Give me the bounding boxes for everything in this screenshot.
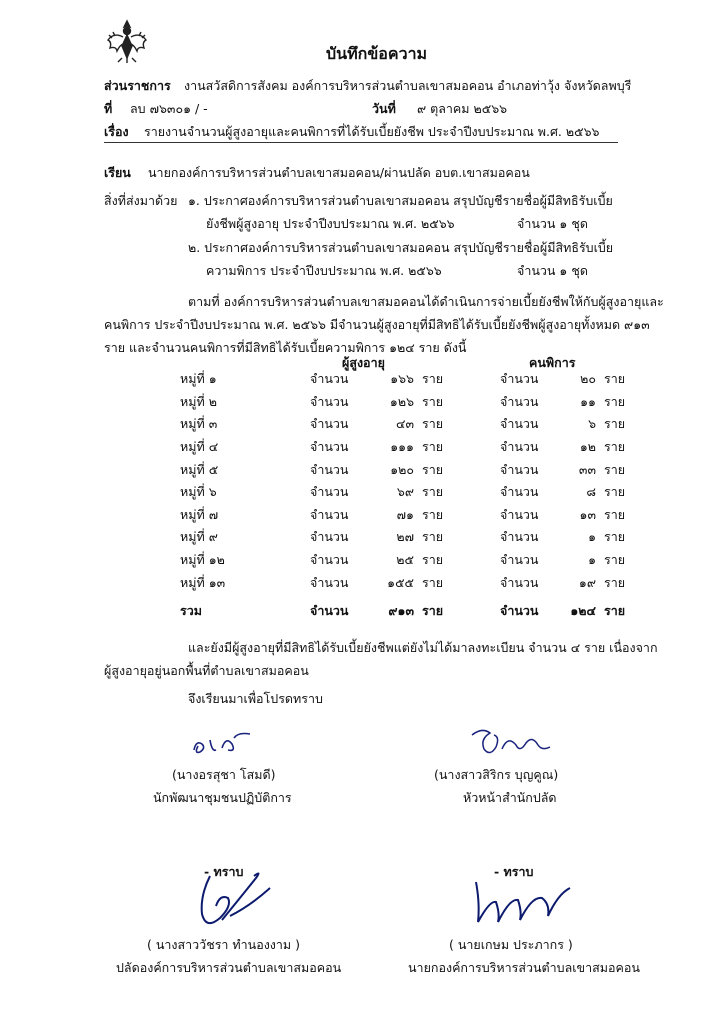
unit-cell: ราย (422, 603, 444, 619)
disabled-count: ๒๐ (580, 371, 596, 387)
unit-cell: ราย (604, 484, 626, 500)
village-cell: หมู่ที่ ๖ (180, 484, 217, 500)
table-row (180, 481, 634, 504)
total-disabled: ๑๒๔ (570, 603, 596, 619)
village-cell: หมู่ที่ ๗ (180, 506, 219, 522)
count-word: จำนวน (500, 574, 539, 590)
ref-value: ลบ ๗๖๓๐๑ / - (130, 101, 208, 116)
para1-line1: ตามที่ องค์การบริหารส่วนตำบลเขาสมอคอนได้ดำเนินการจ่ายเบี้ยยังชีพให้กับผู้สูงอายุและ (188, 294, 664, 309)
signer-1-position: นักพัฒนาชุมชนปฏิบัติการ (153, 790, 292, 805)
disabled-count: ๘ (586, 484, 596, 500)
col-header-disabled: คนพิการ (529, 355, 576, 370)
unit-cell: ราย (604, 461, 626, 477)
count-word: จำนวน (500, 439, 539, 455)
count-word: จำนวน (500, 416, 539, 432)
para1-line3: ราย และจำนวนคนพิการที่มีสิทธิได้รับเบี้ยความพิการ ๑๒๔ ราย ดังนี้ (104, 340, 467, 355)
enclosure-1-line1: ๑. ประกาศองค์การบริหารส่วนตำบลเขาสมอคอน สรุปบัญชีรายชื่อผู้มีสิทธิรับเบี้ย (188, 193, 613, 208)
count-word: จำนวน (500, 529, 539, 545)
count-word: จำนวน (500, 461, 539, 477)
signer-2-position: หัวหน้าสำนักปลัด (463, 790, 557, 805)
addressee-value: นายกองค์การบริหารส่วนตำบลเขาสมอคอน/ผ่านปลัด อบต.เขาสมอคอน (148, 165, 530, 180)
signature-2-mark (468, 725, 558, 761)
disabled-count: ๑๓ (579, 506, 596, 522)
village-cell: หมู่ที่ ๑ (180, 371, 217, 387)
memo-title: บันทึกข้อความ (326, 44, 428, 63)
enclosure-1-qty: จำนวน ๑ ชุด (517, 216, 588, 231)
garuda-emblem-icon (104, 18, 150, 64)
enclosure-2-qty: จำนวน ๑ ชุด (517, 263, 588, 278)
signer-4-position: นายกองค์การบริหารส่วนตำบลเขาสมอคอน (408, 960, 640, 975)
unit-cell: ราย (422, 461, 444, 477)
unit-cell: ราย (422, 574, 444, 590)
total-label: รวม (180, 603, 202, 619)
para2-line1: และยังมีผู้สูงอายุที่มีสิทธิได้รับเบี้ยยังชีพแต่ยังไม่ได้มาลงทะเบียน จำนวน ๔ ราย เนื่องจาก (188, 640, 658, 655)
count-word: จำนวน (310, 416, 349, 432)
table-row (180, 526, 634, 549)
village-cell: หมู่ที่ ๔ (180, 439, 219, 455)
signer-3-position: ปลัดองค์การบริหารส่วนตำบลเขาสมอคอน (116, 960, 342, 975)
elderly-count: ๒๗ (396, 529, 414, 545)
disabled-count: ๑๒ (579, 439, 596, 455)
count-word: จำนวน (500, 393, 539, 409)
date-value: ๙ ตุลาคม ๒๕๖๖ (417, 101, 508, 116)
table-row (180, 436, 634, 459)
total-row (180, 594, 634, 623)
table-row (180, 368, 634, 391)
unit-cell: ราย (422, 484, 444, 500)
elderly-count: ๒๕ (396, 552, 414, 568)
unit-cell: ราย (422, 552, 444, 568)
agency-label: ส่วนราชการ (104, 78, 171, 93)
disabled-count: ๖ (588, 416, 596, 432)
total-elderly: ๙๑๓ (388, 603, 414, 619)
count-word: จำนวน (500, 484, 539, 500)
signer-4-name: ( นายเกษม ประภากร ) (449, 937, 573, 952)
date-label: วันที่ (372, 101, 396, 116)
count-word: จำนวน (500, 506, 539, 522)
unit-cell: ราย (604, 574, 626, 590)
elderly-count: ๑๑๑ (390, 439, 414, 455)
unit-cell: ราย (604, 529, 626, 545)
unit-cell: ราย (604, 393, 626, 409)
header-divider (104, 142, 618, 143)
elderly-count: ๔๓ (395, 416, 414, 432)
enclosure-1-line2: ยังชีพผู้สูงอายุ ประจำปีงบประมาณ พ.ศ. ๒๕๖๖ (206, 216, 455, 231)
village-cell: หมู่ที่ ๕ (180, 461, 219, 477)
table-row (180, 504, 634, 527)
disabled-count: ๑ (588, 552, 596, 568)
disabled-count: ๑๑ (580, 393, 596, 409)
para1-line2: คนพิการ ประจำปีงบประมาณ พ.ศ. ๒๕๖๖ มีจำนวนผู้สูงอายุที่มีสิทธิได้รับเบี้ยยังชีพผู้สูงอายุทั้งหมด ๙๑๓ (104, 317, 650, 332)
count-word: จำนวน (310, 439, 349, 455)
count-word: จำนวน (310, 371, 349, 387)
count-word: จำนวน (310, 506, 349, 522)
count-word: จำนวน (310, 529, 349, 545)
beneficiary-table (180, 368, 634, 623)
count-word: จำนวน (310, 552, 349, 568)
enclosures-label: สิ่งที่ส่งมาด้วย (104, 193, 178, 208)
agency-value: งานสวัสดิการสังคม องค์การบริหารส่วนตำบลเขาสมอคอน อำเภอท่าวุ้ง จังหวัดลพบุรี (184, 78, 632, 93)
unit-cell: ราย (604, 552, 626, 568)
addressee-label: เรียน (104, 165, 131, 180)
count-word: จำนวน (310, 393, 349, 409)
count-word: จำนวน (310, 461, 349, 477)
enclosure-2-line2: ความพิการ ประจำปีงบประมาณ พ.ศ. ๒๕๖๖ (206, 263, 442, 278)
count-word: จำนวน (310, 484, 349, 500)
disabled-count: ๑๙ (578, 574, 596, 590)
signer-2-name: (นางสาวสิริกร บุญคูณ) (434, 767, 559, 782)
unit-cell: ราย (604, 371, 626, 387)
unit-cell: ราย (422, 506, 444, 522)
table-row (180, 458, 634, 481)
para2-line2: ผู้สูงอายุอยู่นอกพื้นที่ตำบลเขาสมอคอน (104, 663, 309, 678)
signer-3-name: ( นางสาววัชรา ทำนองงาม ) (147, 937, 301, 952)
unit-cell: ราย (422, 529, 444, 545)
unit-cell: ราย (422, 371, 444, 387)
ack-right: - ทราบ (494, 864, 534, 879)
elderly-count: ๑๒๖ (389, 393, 414, 409)
signer-1-name: (นางอรสุชา โสมดี) (172, 767, 276, 782)
village-cell: หมู่ที่ ๓ (180, 416, 218, 432)
count-word: จำนวน (500, 371, 539, 387)
unit-cell: ราย (604, 506, 626, 522)
closing-text: จึงเรียนมาเพื่อโปรดทราบ (188, 691, 323, 706)
signature-3-mark (180, 858, 280, 934)
village-cell: หมู่ที่ ๒ (180, 393, 217, 409)
unit-cell: ราย (604, 416, 626, 432)
table-row (180, 549, 634, 572)
table-row (180, 391, 634, 414)
ack-left: - ทราบ (204, 864, 244, 879)
count-word: จำนวน (310, 603, 349, 619)
count-word: จำนวน (310, 574, 349, 590)
subject-label: เรื่อง (104, 124, 129, 139)
elderly-count: ๑๒๐ (390, 461, 414, 477)
enclosure-2-line1: ๒. ประกาศองค์การบริหารส่วนตำบลเขาสมอคอน สรุปบัญชีรายชื่อผู้มีสิทธิรับเบี้ย (188, 240, 614, 255)
signature-1-mark (188, 730, 258, 760)
elderly-count: ๑๕๕ (387, 574, 414, 590)
elderly-count: ๑๖๖ (390, 371, 414, 387)
disabled-count: ๑ (588, 529, 596, 545)
unit-cell: ราย (604, 439, 626, 455)
unit-cell: ราย (422, 393, 444, 409)
elderly-count: ๗๑ (396, 506, 414, 522)
ref-label: ที่ (104, 101, 113, 116)
table-row (180, 413, 634, 436)
col-header-elderly: ผู้สูงอายุ (342, 355, 385, 370)
signature-4-mark (470, 874, 580, 930)
table-row (180, 571, 634, 594)
village-cell: หมู่ที่ ๑๒ (180, 552, 225, 568)
subject-value: รายงานจำนวนผู้สูงอายุและคนพิการที่ได้รับเบี้ยยังชีพ ประจำปีงบประมาณ พ.ศ. ๒๕๖๖ (144, 124, 600, 139)
count-word: จำนวน (500, 552, 539, 568)
village-cell: หมู่ที่ ๙ (180, 529, 218, 545)
unit-cell: ราย (422, 416, 444, 432)
village-cell: หมู่ที่ ๑๓ (180, 574, 226, 590)
disabled-count: ๓๓ (578, 461, 596, 477)
count-word: จำนวน (500, 603, 539, 619)
unit-cell: ราย (604, 603, 626, 619)
elderly-count: ๖๙ (396, 484, 414, 500)
unit-cell: ราย (422, 439, 444, 455)
